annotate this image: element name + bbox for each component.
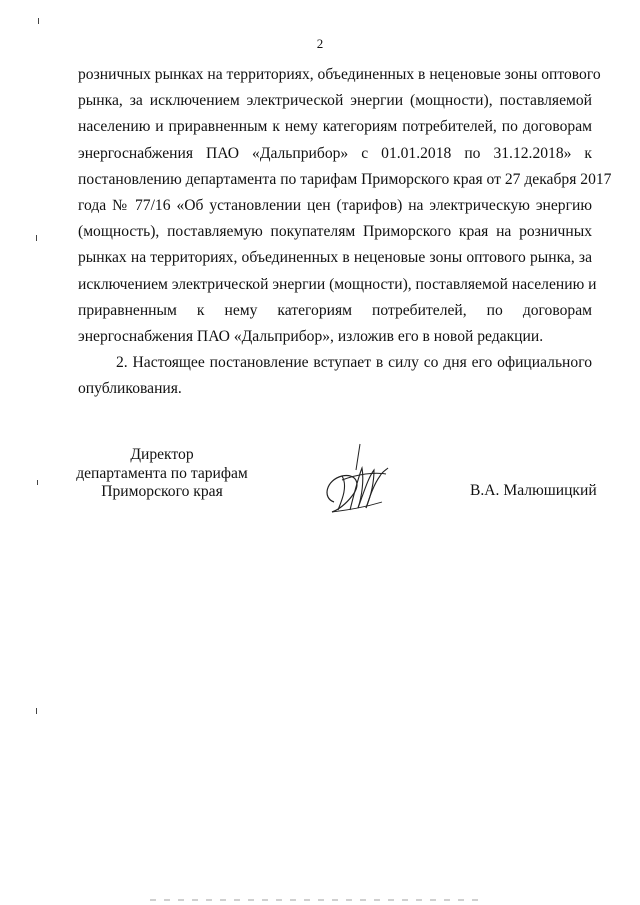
margin-mark — [36, 235, 37, 241]
text-line: приравненным к нему категориям потребителей, по договорам — [78, 301, 592, 319]
margin-mark — [38, 18, 39, 24]
text-line: 2. Настоящее постановление вступает в силу со дня его официального — [116, 354, 592, 372]
page-number: 2 — [316, 36, 324, 51]
document-body — [78, 62, 612, 403]
paragraph-continuation — [78, 62, 612, 350]
text-line: населению и приравненным к нему категориям потребителей, по договорам — [78, 118, 592, 136]
handwritten-signature-icon — [312, 440, 392, 520]
text-line: (мощность), поставляемую покупателям Приморского края на розничных — [78, 223, 592, 241]
margin-mark — [37, 480, 38, 485]
text-line: опубликования. — [78, 380, 182, 398]
text-line: розничных рынках на территориях, объединенных в неценовые зоны оптового — [78, 66, 601, 83]
signer-title — [62, 446, 262, 502]
signer-title-line: Приморского края — [101, 483, 223, 500]
text-line: постановлению департамента по тарифам Приморского края от 27 декабря 2017 — [78, 170, 612, 188]
text-line: энергоснабжения ПАО «Дальприбор», изложив его в новой редакции. — [78, 328, 544, 346]
scan-noise — [150, 899, 480, 901]
margin-mark — [36, 708, 37, 714]
text-line: рынка, за исключением электрической энергии (мощности), поставляемой — [78, 92, 592, 110]
text-line: энергоснабжения ПАО «Дальприбор» с 01.01.2018 по 31.12.2018» к — [78, 144, 592, 162]
signer-name: В.А. Малюшицкий — [470, 482, 597, 499]
signer-title-line: Директор — [130, 446, 194, 463]
text-line: рынках на территориях, объединенных в неценовые зоны оптового рынка, за — [78, 249, 592, 267]
paragraph-item-2 — [78, 350, 592, 402]
text-line: года № 77/16 «Об установлении цен (тарифов) на электрическую энергию — [78, 197, 592, 215]
text-line: исключением электрической энергии (мощности), поставляемой населению и — [78, 275, 597, 293]
signer-title-line: департамента по тарифам — [76, 464, 248, 482]
